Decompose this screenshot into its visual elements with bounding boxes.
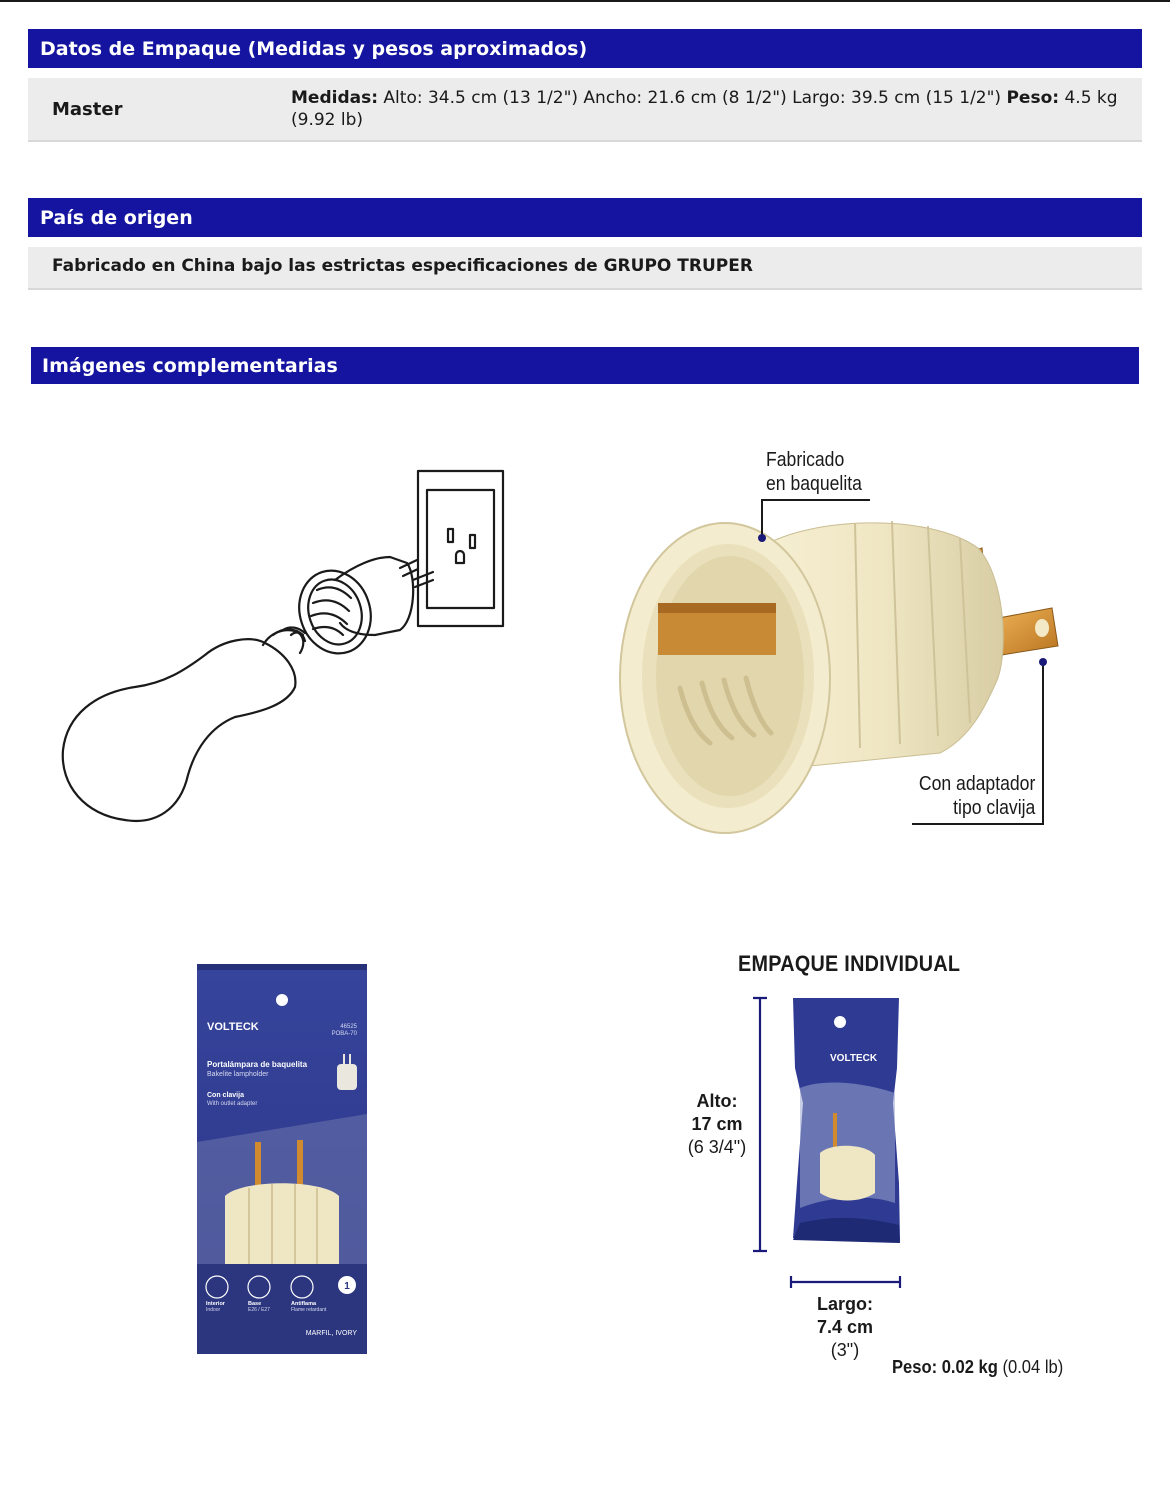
callout-material <box>766 448 862 496</box>
package-sub-es: Con clavija <box>207 1092 244 1099</box>
individual-package-title: EMPAQUE INDIVIDUAL <box>738 951 961 976</box>
length-label: Largo: <box>817 1294 873 1314</box>
length-dimension-text <box>805 1293 885 1362</box>
individual-package-weight <box>892 1357 1063 1378</box>
package-model: POBA-70 <box>331 1031 357 1037</box>
pkg-weight-label: Peso: 0.02 kg <box>892 1357 998 1377</box>
feature-flame-es: Antiflama <box>291 1301 317 1307</box>
length-dimension-line <box>791 1276 900 1288</box>
length-inches: (3") <box>830 1340 860 1360</box>
callout-adapter-line2: tipo clavija <box>952 797 1035 819</box>
individual-package-illustration <box>745 993 915 1293</box>
origin-header-text: País de origen <box>40 206 193 229</box>
pkg-weight-value: (0.04 lb) <box>1002 1357 1064 1377</box>
package-color-label: MARFIL, IVORY <box>305 1330 357 1337</box>
package-sub-en: With outlet adapter <box>207 1101 258 1107</box>
feature-flame-en: Flame retardant <box>291 1307 327 1313</box>
height-dimension-text <box>677 1090 757 1159</box>
master-label: Master <box>52 99 123 120</box>
package-title-en: Bakelite lampholder <box>207 1071 269 1078</box>
package-code: 46525 <box>340 1024 357 1030</box>
callout-adapter <box>919 772 1035 820</box>
length-value: 7.4 cm <box>816 1317 874 1337</box>
height-value: 17 cm <box>691 1114 743 1134</box>
origin-text: Fabricado en China bajo las estrictas especificaciones de GRUPO TRUPER <box>52 256 753 276</box>
package-brand: VOLTECK <box>207 1021 259 1033</box>
feature-indoor-es: Interior <box>206 1301 225 1307</box>
master-weight-value: 4.5 kg (9.92 lb) <box>291 88 1118 130</box>
measures-label: Medidas: <box>291 88 379 108</box>
callout-material-line2: en baquelita <box>766 473 862 495</box>
package-card-front <box>197 964 367 1354</box>
package-title-es: Portalámpara de baquelita <box>207 1060 308 1069</box>
feature-base-es: Base <box>248 1301 262 1307</box>
images-header-text: Imágenes complementarias <box>42 354 338 377</box>
feature-indoor-en: Indoor <box>206 1307 221 1313</box>
individual-package-brand: VOLTECK <box>830 1053 878 1064</box>
height-label: Alto: <box>696 1091 738 1111</box>
master-weight-label: Peso: <box>1006 88 1060 108</box>
callout-material-line1: Fabricado <box>766 449 845 471</box>
measures-value: Alto: 34.5 cm (13 1/2") Ancho: 21.6 cm (8 1/2") Largo: 39.5 cm (15 1/2") <box>383 88 1002 108</box>
callout-material-line <box>762 500 870 538</box>
package-count: 1 <box>344 1281 350 1292</box>
height-inches: (6 3/4") <box>687 1137 747 1157</box>
packaging-header-text: Datos de Empaque (Medidas y pesos aproximados) <box>40 37 588 60</box>
callout-adapter-line1: Con adaptador <box>918 773 1035 795</box>
feature-base-en: E26 / E27 <box>248 1307 270 1313</box>
